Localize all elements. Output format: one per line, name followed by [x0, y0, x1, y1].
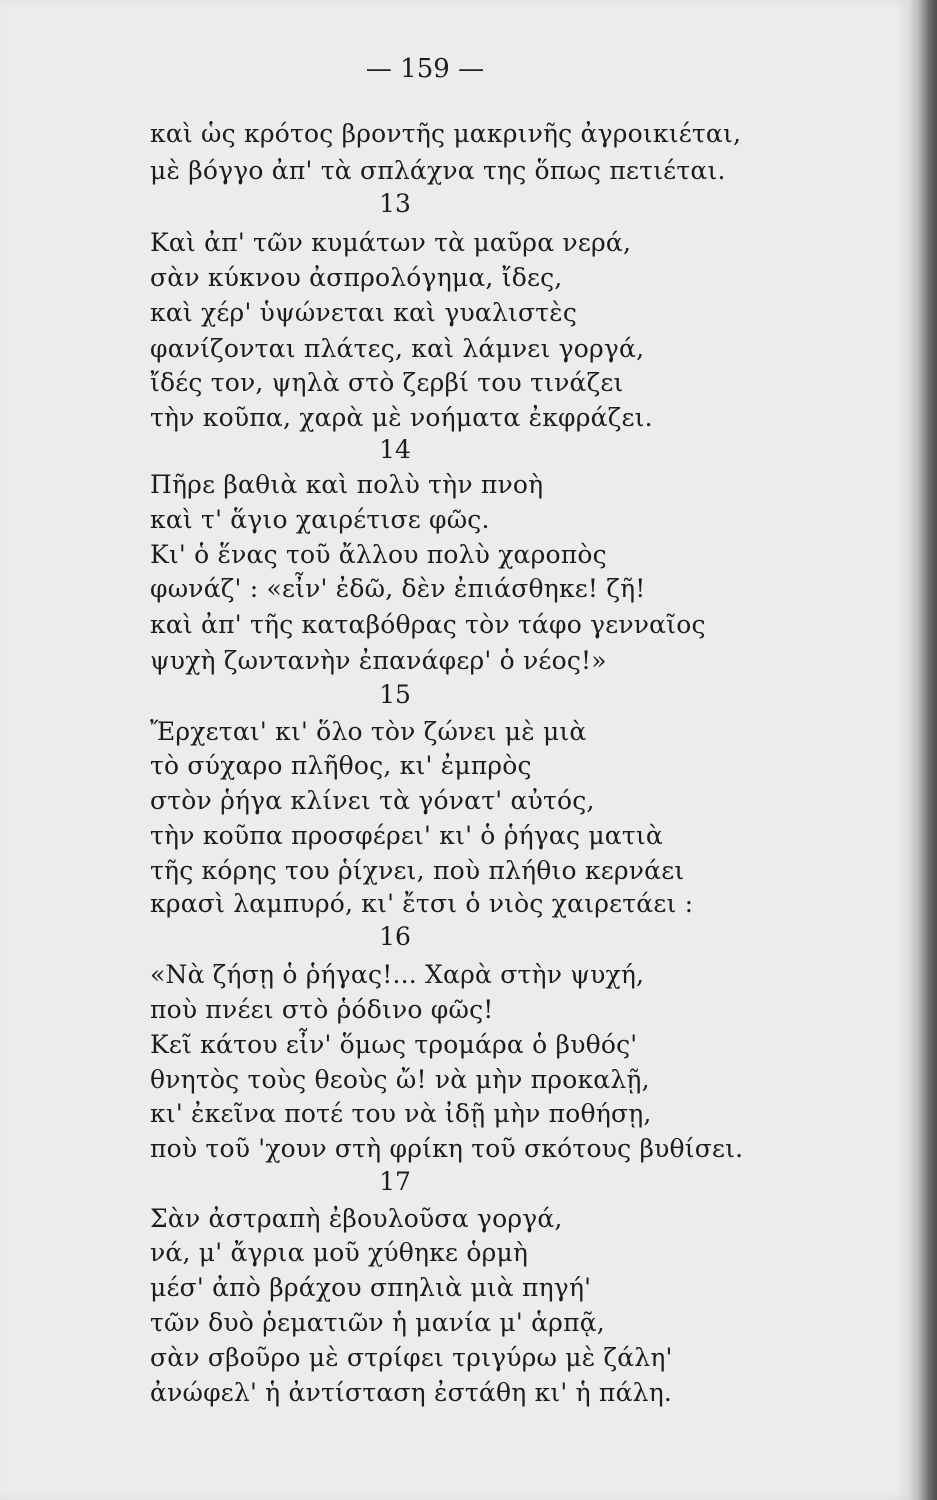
page-edge — [910, 0, 937, 1500]
verse-line: σὰν σβοῦρο μὲ στρίφει τριγύρω μὲ ζάλη' — [150, 1343, 673, 1372]
verse-line: σὰν κύκνου ἀσπρολόγημα, ἴδες, — [150, 263, 563, 292]
verse-line: Ἔρχεται' κι' ὅλο τὸν ζώνει μὲ μιὰ — [150, 717, 587, 746]
verse-line: Καὶ ἀπ' τῶν κυμάτων τὰ μαῦρα νερά, — [150, 228, 632, 257]
verse-line: μέσ' ἀπὸ βράχου σπηλιὰ μιὰ πηγή' — [150, 1273, 592, 1302]
verse-line: νά, μ' ἄγρια μοῦ χύθηκε ὁρμὴ — [150, 1238, 529, 1267]
verse-line: Κι' ὁ ἕνας τοῦ ἄλλου πολὺ χαροπὸς — [150, 540, 607, 569]
stanza-number: 16 — [379, 922, 411, 951]
verse-line: κρασὶ λαμπυρό, κι' ἔτσι ὁ νιὸς χαιρετάει : — [150, 889, 694, 918]
verse-line: Σὰν ἀστραπὴ ἐβουλοῦσα γοργά, — [150, 1204, 563, 1233]
verse-line: τὴν κοῦπα, χαρὰ μὲ νοήματα ἐκφράζει. — [150, 403, 653, 432]
stanza-number: 15 — [379, 680, 411, 709]
stanza-number: 14 — [379, 435, 411, 464]
verse-line: φανίζονται πλάτες, καὶ λάμνει γοργά, — [150, 334, 645, 363]
verse-line: ποὺ πνέει στὸ ῥόδινο φῶς! — [150, 995, 494, 1024]
stanza-number: 13 — [379, 189, 411, 218]
verse-line: τὴν κοῦπα προσφέρει' κι' ὁ ῥήγας ματιὰ — [150, 821, 663, 850]
verse-line: Πῆρε βαθιὰ καὶ πολὺ τὴν πνοὴ — [150, 470, 544, 499]
verse-line: στὸν ῥήγα κλίνει τὰ γόνατ' αὐτός, — [150, 786, 595, 815]
verse-line: καὶ τ' ἅγιο χαιρέτισε φῶς. — [150, 505, 490, 534]
verse-line: ἀνώφελ' ἡ ἀντίσταση ἐστάθη κι' ἡ πάλη. — [150, 1378, 673, 1407]
verse-line: κι' ἐκεῖνα ποτέ του νὰ ἰδῇ μὴν ποθήσῃ, — [150, 1099, 652, 1128]
verse-line: καὶ ἀπ' τῆς καταβόθρας τὸν τάφο γενναῖος — [150, 610, 706, 639]
verse-line: τὸ σύχαρο πλῆθος, κι' ἐμπρὸς — [150, 751, 532, 780]
verse-line: «Νὰ ζήσῃ ὁ ῥήγας!... Χαρὰ στὴν ψυχή, — [150, 960, 645, 989]
verse-line: ἴδές τον, ψηλὰ στὸ ζερβί του τινάζει — [150, 368, 624, 397]
page-number: — 159 — — [365, 54, 485, 84]
stanza-number: 17 — [379, 1167, 411, 1196]
verse-line: Κεῖ κάτου εἶν' ὅμως τρομάρα ὁ βυθός' — [150, 1030, 638, 1059]
verse-line: μὲ βόγγο ἀπ' τὰ σπλάχνα της ὅπως πετιέται. — [150, 156, 726, 185]
verse-line: ψυχὴ ζωντανὴν ἐπανάφερ' ὁ νέος!» — [150, 646, 607, 675]
verse-line: καὶ χέρ' ὑψώνεται καὶ γυαλιστὲς — [150, 298, 578, 327]
verse-line: καὶ ὡς κρότος βροντῆς μακρινῆς ἀγροικιέται, — [150, 119, 742, 148]
verse-line: ποὺ τοῦ 'χουν στὴ φρίκη τοῦ σκότους βυθίσει. — [150, 1134, 744, 1163]
verse-line: φωνάζ' : «εἶν' ἐδῶ, δὲν ἐπιάσθηκε! ζῆ! — [150, 574, 646, 603]
verse-line: τῆς κόρης του ῥίχνει, ποὺ πλήθιο κερνάει — [150, 856, 685, 885]
verse-line: θνητὸς τοὺς θεοὺς ὤ! νὰ μὴν προκαλῇ, — [150, 1065, 650, 1094]
verse-line: τῶν δυὸ ῥεματιῶν ἡ μανία μ' ἁρπᾷ, — [150, 1308, 605, 1337]
